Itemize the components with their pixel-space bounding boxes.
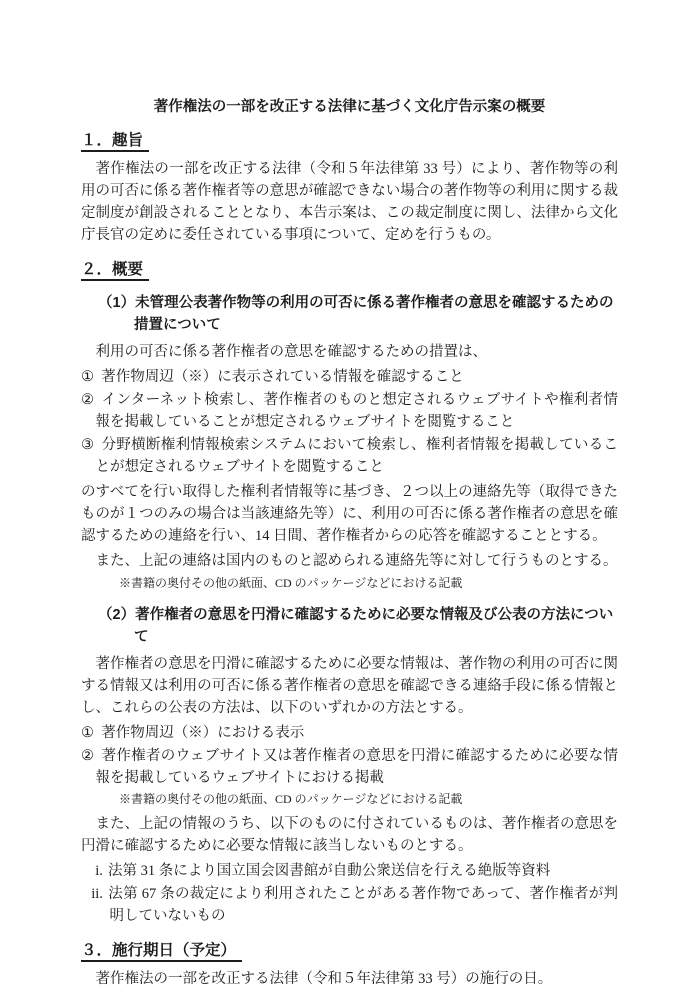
roman-item-number: i. <box>95 863 103 879</box>
section-1-heading <box>81 130 618 151</box>
roman-item-number: ii. <box>91 886 103 902</box>
section-3-heading-text: ３．施行期日（予定） <box>81 942 242 962</box>
item-number: ③ <box>81 437 95 453</box>
section-2-heading-text: ２．概要 <box>81 261 149 281</box>
section-1-heading-text: １．趣旨 <box>81 132 149 152</box>
section-2-heading <box>81 259 618 280</box>
roman-item-text: 法第 31 条により国立国会図書館が自動公衆送信を行える絶版等資料 <box>108 863 551 879</box>
item-number: ② <box>81 392 95 408</box>
asterisk-note-1: ※書籍の奥付その他の紙面、CD のパッケージなどにおける記載 <box>119 576 463 590</box>
item-text: 著作物周辺（※）における表示 <box>101 725 305 741</box>
item-number: ② <box>81 748 95 764</box>
roman-item-2 <box>87 883 618 927</box>
item-number: ① <box>81 369 94 385</box>
subsection-1-intro: 利用の可否に係る著作権者の意思を確認するための措置は、 <box>95 344 487 360</box>
numbered-item-5 <box>81 745 618 789</box>
section-1-paragraph: 著作権法の一部を改正する法律（令和５年法律第 33 号）により、著作物等の利用の可否に係る著作権者等の意思が確認できない場合の著作物等の利用に関する裁定制度が創設されることとなり、本告示案は、この裁定制度に関し、法律から文化庁長官の定めに委任されている事項について、定めを行うもの。 <box>81 161 618 243</box>
numbered-item-3 <box>81 434 618 478</box>
asterisk-note-2: ※書籍の奥付その他の紙面、CD のパッケージなどにおける記載 <box>119 792 463 806</box>
numbered-item-4 <box>81 722 618 744</box>
numbered-item-2 <box>81 389 618 433</box>
roman-item-text: 法第 67 条の裁定により利用されたことがある著作物であって、著作権者が判明していないもの <box>108 886 618 924</box>
item-number: ① <box>81 725 94 741</box>
subsection-1-heading: （1）未管理公表著作物等の利用の可否に係る著作権者の意思を確認するための措置について <box>98 295 614 333</box>
numbered-item-1 <box>81 366 618 388</box>
item-text: インターネット検索し、著作権者のものと想定されるウェブサイトや権利者情報を掲載していることが想定されるウェブサイトを閲覧すること <box>95 392 618 430</box>
item-text: 著作権者のウェブサイト又は著作権者の意思を円滑に確認するために必要な情報を掲載しているウェブサイトにおける掲載 <box>95 748 618 786</box>
subsection-1-paragraph-1: のすべてを行い取得した権利者情報等に基づき、２つ以上の連絡先等（取得できたものが１つのみの場合は当該連絡先等）に、利用の可否に係る著作権者の意思を確認するための連絡を行い、14 日間、著作権者からの応答を確認することとする。 <box>81 484 618 544</box>
subsection-2-paragraph-1: また、上記の情報のうち、以下のものに付されているものは、著作権者の意思を円滑に確認するために必要な情報に該当しないものとする。 <box>81 816 618 854</box>
document-title: 著作権法の一部を改正する法律に基づく文化庁告示案の概要 <box>153 99 546 115</box>
section-3-heading <box>81 940 618 961</box>
section-3-paragraph: 著作権法の一部を改正する法律（令和５年法律第 33 号）の施行の日。 <box>95 971 553 987</box>
subsection-1-paragraph-2: また、上記の連絡は国内のものと認められる連絡先等に対して行うものとする。 <box>95 553 618 569</box>
subsection-2-intro: 著作権者の意思を円滑に確認するために必要な情報は、著作物の利用の可否に関する情報又は利用の可否に係る著作権者の意思を確認できる連絡手段に係る情報とし、これらの公表の方法は、以下のいずれかの方法とする。 <box>81 656 618 716</box>
roman-item-1 <box>87 860 618 882</box>
item-text: 分野横断権利情報検索システムにおいて検索し、権利者情報を掲載していることが想定されるウェブサイトを閲覧すること <box>95 437 619 475</box>
subsection-2-heading: （2）著作権者の意思を円滑に確認するために必要な情報及び公表の方法について <box>98 607 614 645</box>
item-text: 著作物周辺（※）に表示されている情報を確認すること <box>101 369 464 385</box>
